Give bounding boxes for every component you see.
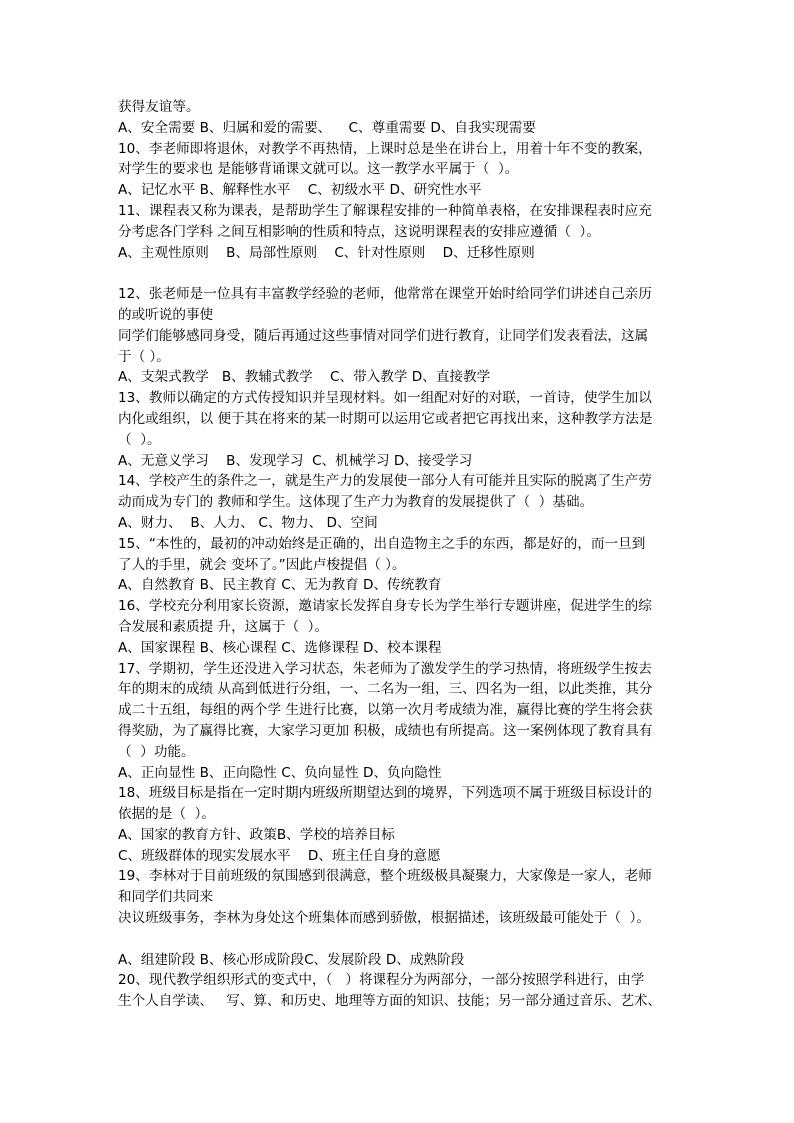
text-line: A、安全需要 B、归属和爱的需要、 C、尊重需要 D、自我实现需要 (118, 119, 536, 136)
document-page (118, 97, 698, 1012)
text-line: C、班级群体的现实发展水平 D、班主任自身的意愿 (118, 847, 441, 864)
text-line: 17、学期初，学生还没进入学习状态，朱老师为了激发学生的学习热情，将班级学生按去 (118, 660, 652, 677)
text-line: 分考虑各门学科 之间互相影响的性质和特点，这说明课程表的安排应遵循（ ）。 (118, 223, 600, 240)
text-line: 年的期末的成绩 从高到低进行分组，一、二名为一组，三、四名为一组，以此类推，其分 (118, 681, 653, 698)
text-line: A、支架式教学 B、教辅式教学 C、带入教学 D、直接教学 (118, 369, 491, 386)
text-line: A、组建阶段 B、核心形成阶段C、发展阶段 D、成熟阶段 (118, 951, 465, 968)
text-line: A、国家课程 B、核心课程 C、选修课程 D、校本课程 (118, 639, 442, 656)
text-line: 15、“本性的，最初的冲动始终是正确的，出自造物主之手的东西，都是好的，而一旦到 (118, 535, 646, 552)
text-line: 了人的手里，就会 变坏了。”因此卢梭提倡（ ）。 (118, 556, 406, 573)
text-line: （ ）功能。 (118, 743, 195, 760)
text-line: 于（ ）。 (118, 348, 170, 365)
blank-line (118, 263, 698, 284)
text-line: A、记忆水平 B、解释性水平 C、初级水平 D、研究性水平 (118, 182, 482, 199)
text-line: A、无意义学习 B、发现学习 C、机械学习 D、接受学习 (118, 452, 473, 469)
text-line: 内化或组织，以 便于其在将来的某一时期可以运用它或者把它再找出来，这种教学方法是 (118, 410, 653, 427)
text-line: 14、学校产生的条件之一，就是生产力的发展使一部分人有可能并且实际的脱离了生产劳 (118, 473, 652, 490)
text-line: 20、现代教学组织形式的变式中，（ ）将课程分为两部分，一部分按照学科进行，由学 (118, 972, 645, 989)
text-line: 16、学校充分利用家长资源，邀请家长发挥自身专长为学生举行专题讲座，促进学生的综 (118, 598, 652, 615)
text-line: 成二十五组，每组的两个学 生进行比赛，以第一次月考成绩为准，赢得比赛的学生将会获 (118, 702, 653, 719)
text-line: A、主观性原则 B、局部性原则 C、针对性原则 D、迁移性原则 (118, 244, 535, 261)
text-line: 获得友谊等。 (118, 99, 200, 115)
text-line: 决议班级事务，李林为身处这个班集体而感到骄傲，根据描述，该班级最可能处于（ ）。 (118, 910, 650, 927)
text-line: A、正向显性 B、正向隐性 C、负向显性 D、负向隐性 (118, 764, 442, 781)
text-line: 得奖励，为了赢得比赛，大家学习更加 积极，成绩也有所提高。这一案例体现了教育具有 (118, 722, 653, 739)
text-line: 11、课程表又称为课表，是帮助学生了解课程安排的一种简单表格，在安排课程表时应充 (118, 202, 652, 219)
text-line: 同学们能够感同身受，随后再通过这些事情对同学们进行教育，让同学们发表看法，这属 (118, 327, 649, 344)
text-line: A、财力、 B、人力、 C、物力、 D、空间 (118, 514, 378, 531)
text-line: （ ）。 (118, 431, 161, 448)
text-line: 的或听说的事使 (118, 306, 214, 323)
text-line: 19、李林对于目前班级的氛围感到很满意，整个班级极具凝聚力，大家像是一家人，老师 (118, 868, 652, 885)
text-line: 13、教师以确定的方式传授知识并呈现材料。如一组配对好的对联，一首诗，使学生加以 (118, 390, 652, 407)
text-line: 18、班级目标是指在一定时期内班级所期望达到的境界，下列选项不属于班级目标设计的 (118, 785, 652, 802)
text-line: 12、张老师是一位具有丰富教学经验的老师，他常常在课堂开始时给同学们讲述自己亲历 (118, 286, 652, 303)
text-line: 动而成为专门的 教师和学生。这体现了生产力为教育的发展提供了（ ）基础。 (118, 494, 594, 511)
text-line: A、自然教育 B、民主教育 C、无为教育 D、传统教育 (118, 577, 442, 594)
text-line: 和同学们共同来 (118, 889, 214, 906)
blank-line (118, 929, 698, 950)
text-line: 10、李老师即将退休，对教学不再热情，上课时总是坐在讲台上，用着十年不变的教案， (118, 140, 652, 157)
text-line: 依据的是（ ）。 (118, 806, 215, 823)
text-line: 对学生的要求也 是能够背诵课文就可以。这一教学水平属于（ ）。 (118, 161, 519, 178)
text-line: 生个人自学读、 写、算、和历史、地理等方面的知识、技能；另一部分通过音乐、艺术、 (118, 993, 662, 1010)
text-line: A、国家的教育方针、政策B、学校的培养目标 (118, 826, 395, 843)
text-line: 合发展和素质提 升，这属于（ ）。 (118, 618, 329, 635)
